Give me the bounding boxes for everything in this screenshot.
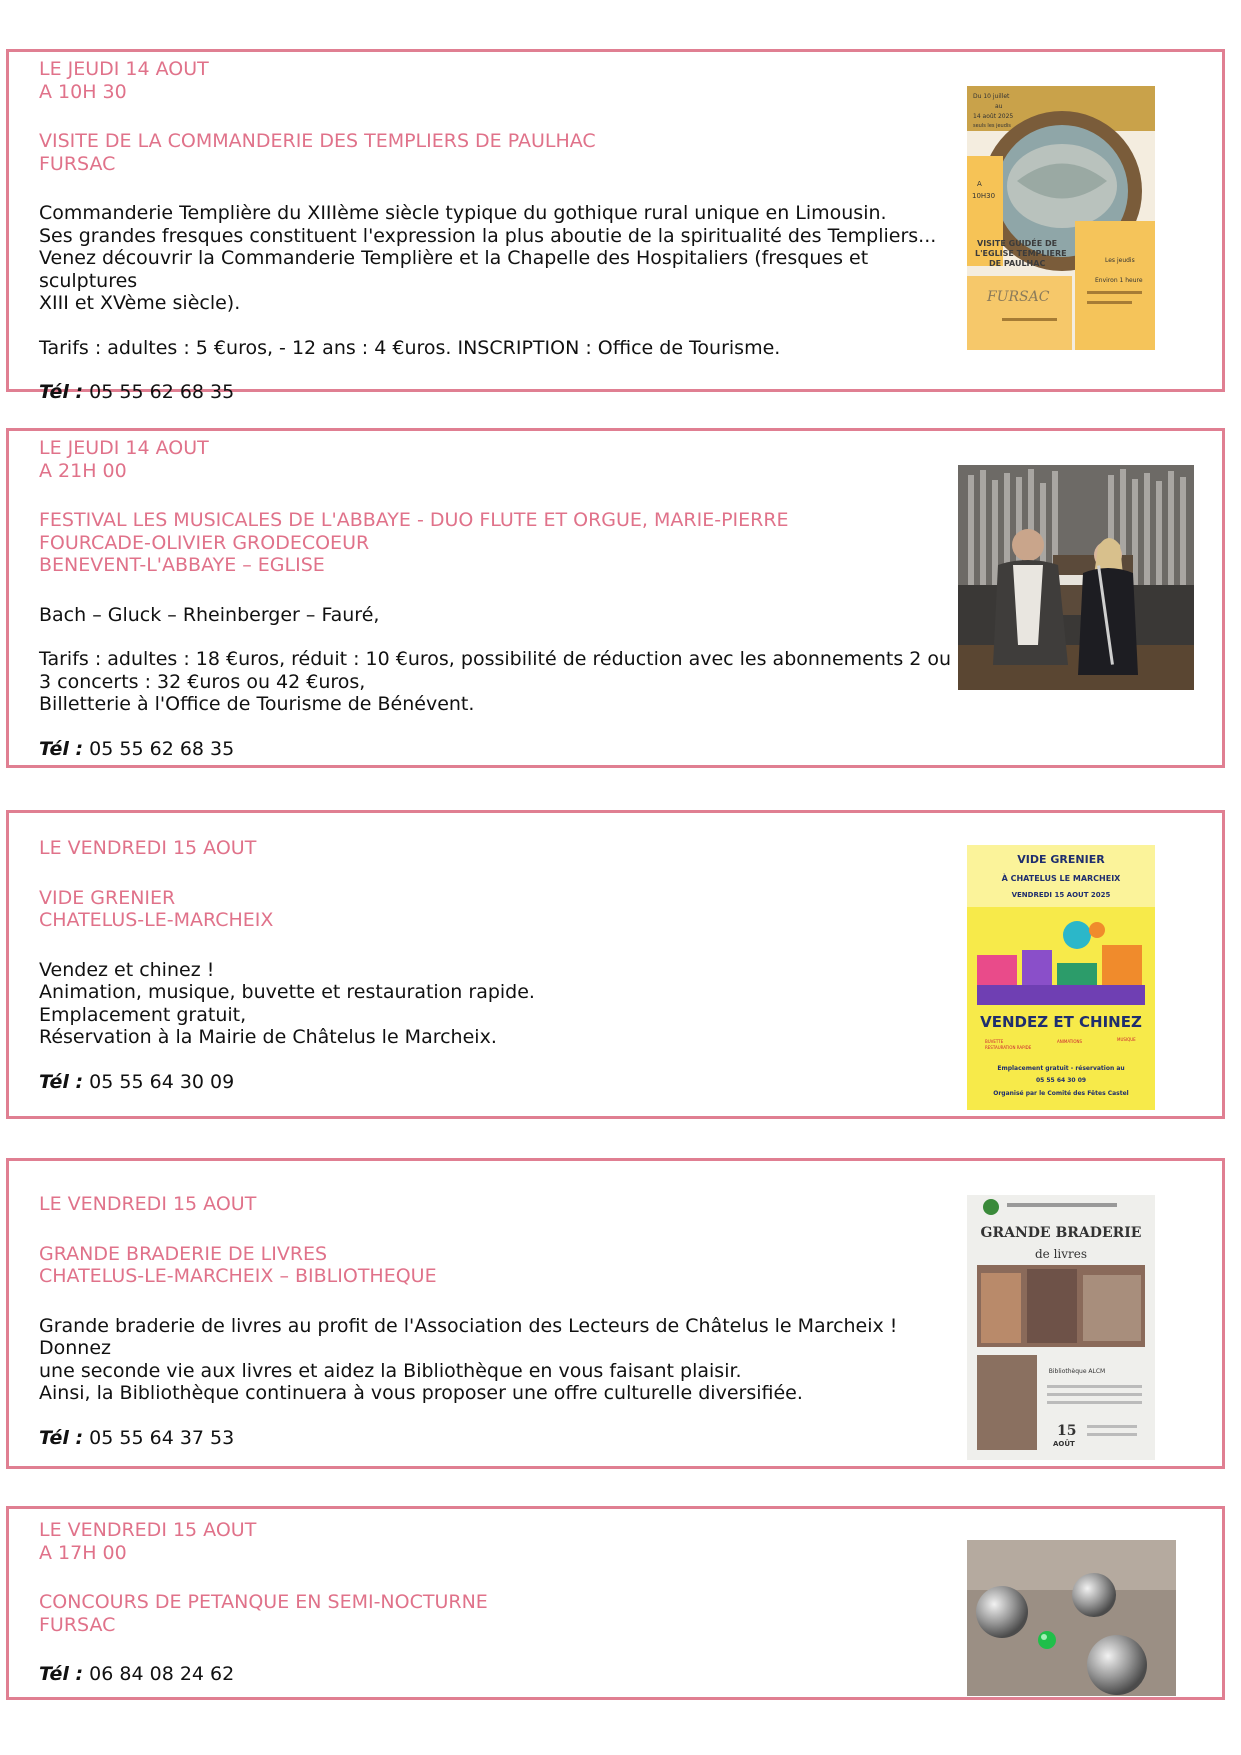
poster-library: Bibliothèque ALCM: [1048, 1368, 1106, 1375]
svg-text:Organisé par le Comité des Fêt: Organisé par le Comité des Fêtes Castel: [993, 1090, 1129, 1097]
event-date: LE VENDREDI 15 AOUT: [39, 1519, 257, 1541]
duo-flute-orgue-photo: [958, 465, 1194, 690]
poster-footer: Emplacement gratuit - réservation au: [997, 1065, 1125, 1072]
event-tarifs: Tarifs : adultes : 18 €uros, réduit : 10 €uros, possibilité de réduction avec les abonnements 2 ou: [39, 648, 952, 670]
poster-header: VIDE GRENIER: [1017, 853, 1105, 866]
event-time: A 10H 30: [39, 80, 127, 103]
event-title: VISITE DE LA COMMANDERIE DES TEMPLIERS DE PAULHAC: [39, 130, 596, 152]
event-card: [6, 49, 1225, 403]
poster-top-text: Du 10 juillet: [973, 93, 1010, 100]
event-phone: Tél : 05 55 64 30 09: [39, 1070, 235, 1093]
event-phone: Tél : 05 55 62 68 35: [39, 381, 235, 403]
event-location: CHATELUS-LE-MARCHEIX – BIBLIOTHEQUE: [39, 1265, 437, 1287]
event-description: Bach – Gluck – Rheinberger – Fauré, Tarifs : adultes : 18 €uros, réduit : 10 €uros, possibilité de réduction avec les abonnements 2 ou 3 concerts : 32 €uros ou 42 €uros, Billetterie à l'Office de Tourisme de Bénévent.: [39, 604, 969, 716]
templiers-poster-image: [967, 86, 1155, 350]
event-title: GRANDE BRADERIE DE LIVRES: [39, 1242, 328, 1265]
event-text: [39, 437, 969, 760]
event-text: [39, 1519, 969, 1686]
event-date: LE JEUDI 14 AOUT: [39, 58, 209, 80]
event-title: VIDE GRENIER: [39, 886, 176, 909]
svg-text:L'EGLISE TEMPLIERE: L'EGLISE TEMPLIERE: [975, 249, 1067, 258]
petanque-photo: [967, 1540, 1176, 1696]
svg-text:05 55 64 30 09: 05 55 64 30 09: [1035, 1077, 1087, 1084]
poster-title: GRANDE BRADERIE: [980, 1225, 1142, 1241]
svg-text:Environ 1 heure: Environ 1 heure: [1095, 277, 1143, 284]
event-title: FOURCADE-OLIVIER GRODECOEUR: [39, 531, 370, 554]
event-time: A 17H 00: [39, 1541, 127, 1564]
event-location: FURSAC: [39, 152, 116, 175]
event-card: [6, 1158, 1225, 1469]
event-location: FURSAC: [39, 1613, 116, 1636]
event-description: Commanderie Templière du XIIIème siècle typique du gothique rural unique en Limousin. Ses grandes fresques constituent l'expression la plus aboutie de la spiritualité des Templiers... Venez découvrir la Commanderie Templière et la Chapelle des Hospitaliers (fresques et sculptures XIII et XVème siècle). Tarifs : adultes : 5 €uros, - 12 ans : 4 €uros. INSCRIPTION : Office de Tourisme.: [39, 202, 969, 359]
poster-month: AOÛT: [1053, 1440, 1075, 1448]
vide-grenier-poster-image: [967, 845, 1155, 1110]
svg-text:À CHATELUS LE MARCHEIX: À CHATELUS LE MARCHEIX: [1001, 874, 1121, 883]
poster-place: FURSAC: [987, 289, 1050, 305]
poster-time: A: [977, 180, 982, 188]
event-date: LE VENDREDI 15 AOUT: [39, 1193, 257, 1215]
event-location: BENEVENT-L'ABBAYE – EGLISE: [39, 554, 325, 576]
poster-subtitle: de livres: [1034, 1247, 1088, 1261]
svg-text:DE PAULHAC: DE PAULHAC: [989, 259, 1046, 268]
poster-day: 15: [1057, 1423, 1077, 1439]
svg-text:VENDREDI 15 AOUT 2025: VENDREDI 15 AOUT 2025: [1011, 891, 1111, 899]
event-description: Vendez et chinez ! Animation, musique, buvette et restauration rapide. Emplacement gratuit, Réservation à la Mairie de Châtelus le Marcheix.: [39, 958, 535, 1048]
event-phone: Tél : 06 84 08 24 62: [39, 1663, 235, 1685]
event-card: [6, 1506, 1225, 1700]
event-description: Grande braderie de livres au profit de l'Association des Lecteurs de Châtelus le Marcheix ! Donnez une seconde vie aux livres et aidez la Bibliothèque en vous faisant plaisir. Ainsi, la Bibliothèque continuera à vous proposer une offre culturelle diversifiée.: [39, 1314, 898, 1404]
svg-text:ANIMATIONS: ANIMATIONS: [1057, 1039, 1083, 1044]
event-text: [39, 58, 969, 404]
poster-side-info: Les jeudis: [1105, 257, 1135, 264]
svg-text:RESTAURATION RAPIDE: RESTAURATION RAPIDE: [985, 1045, 1032, 1050]
event-text: [39, 1193, 969, 1449]
svg-text:MUSIQUE: MUSIQUE: [1117, 1037, 1136, 1042]
event-phone: Tél : 05 55 62 68 35: [39, 737, 235, 760]
event-date: LE VENDREDI 15 AOUT: [39, 837, 257, 859]
event-time: A 21H 00: [39, 459, 127, 482]
event-tarifs: Tarifs : adultes : 5 €uros, - 12 ans : 4 €uros. INSCRIPTION : Office de Tourisme.: [39, 336, 781, 359]
event-title: CONCOURS DE PETANQUE EN SEMI-NOCTURNE: [39, 1591, 488, 1613]
event-text: [39, 837, 969, 1093]
svg-text:10H30: 10H30: [972, 192, 996, 200]
svg-text:au: au: [995, 103, 1003, 110]
event-card: [6, 810, 1225, 1119]
event-phone: Tél : 05 55 64 37 53: [39, 1426, 235, 1449]
event-title: FESTIVAL LES MUSICALES DE L'ABBAYE - DUO FLUTE ET ORGUE, MARIE-PIERRE: [39, 509, 789, 531]
event-location: CHATELUS-LE-MARCHEIX: [39, 909, 274, 931]
poster-headline: VISITE GUIDÉE DE: [977, 239, 1058, 248]
event-date: LE JEUDI 14 AOUT: [39, 437, 209, 459]
svg-text:14 août 2025: 14 août 2025: [973, 113, 1014, 120]
svg-text:seuls les jeudis: seuls les jeudis: [973, 123, 1011, 129]
poster-slogan: VENDEZ ET CHINEZ: [980, 1013, 1142, 1031]
event-card: [6, 428, 1225, 768]
poster-tags: BUVETTE: [985, 1039, 1004, 1044]
braderie-livres-poster-image: [967, 1195, 1155, 1460]
